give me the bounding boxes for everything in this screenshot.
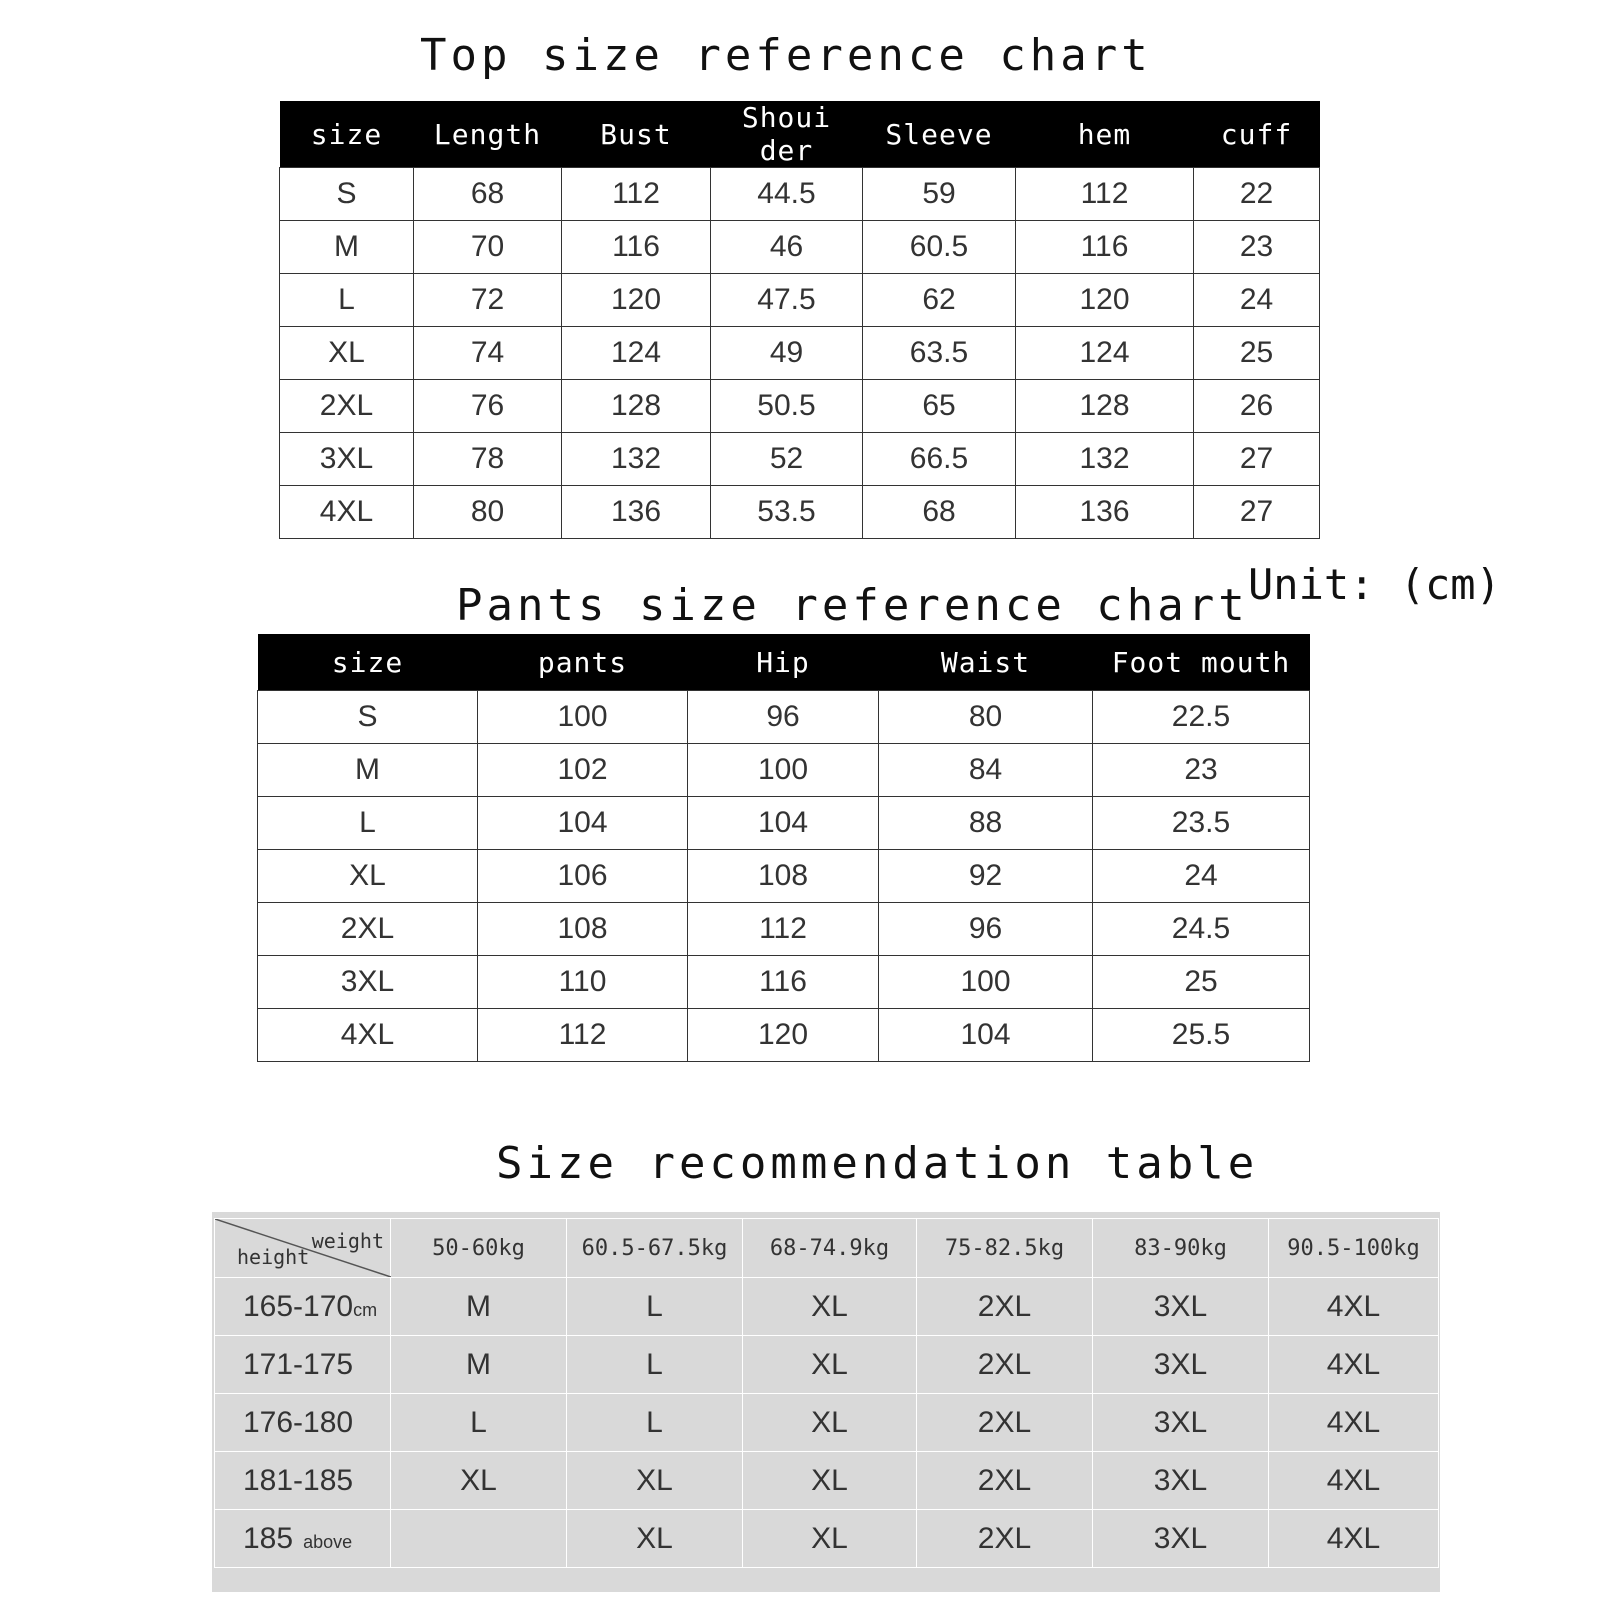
table-row [280,327,1320,380]
size-label-cell: L [258,797,478,850]
top-header-sleeve: Sleeve [863,101,1016,168]
table-row [280,433,1320,486]
unit-label: Unit: (cm) [1248,560,1501,609]
measurement-cell: 102 [478,744,688,797]
table-row [215,1278,1439,1336]
measurement-cell: 92 [879,850,1093,903]
measurement-cell: 112 [1016,168,1194,221]
weight-header: 68-74.9kg [743,1219,917,1278]
height-range-cell [215,1510,391,1568]
measurement-cell: 68 [863,486,1016,539]
size-label-cell: M [258,744,478,797]
measurement-cell: 128 [1016,380,1194,433]
measurement-cell: 24 [1194,274,1320,327]
recommended-size-cell: 2XL [917,1510,1093,1568]
measurement-cell: 112 [562,168,711,221]
table-row [258,903,1310,956]
table-row [280,486,1320,539]
table-row [258,691,1310,744]
measurement-cell: 22 [1194,168,1320,221]
measurement-cell: 72 [414,274,562,327]
pants-chart-title: Pants size reference chart [456,580,1249,631]
height-suffix-label: cm [353,1299,378,1320]
measurement-cell: 52 [711,433,863,486]
table-row [258,956,1310,1009]
measurement-cell: 100 [879,956,1093,1009]
top-size-table [279,101,1320,539]
measurement-cell: 124 [562,327,711,380]
measurement-cell: 25.5 [1093,1009,1310,1062]
size-label-cell: 2XL [280,380,414,433]
measurement-cell: 68 [414,168,562,221]
weight-header: 50-60kg [391,1219,567,1278]
weight-header: 90.5-100kg [1269,1219,1439,1278]
height-range-label: 181-185 [243,1463,354,1497]
measurement-cell: 23.5 [1093,797,1310,850]
measurement-cell: 124 [1016,327,1194,380]
measurement-cell: 78 [414,433,562,486]
measurement-cell: 65 [863,380,1016,433]
measurement-cell: 116 [1016,221,1194,274]
top-header-shoui-der: Shoui der [711,101,863,168]
measurement-cell: 25 [1194,327,1320,380]
height-suffix-label: above [303,1531,353,1552]
size-label-cell: 3XL [258,956,478,1009]
measurement-cell: 66.5 [863,433,1016,486]
pants-header-hip: Hip [688,634,879,691]
recommended-size-cell [391,1510,567,1568]
measurement-cell: 116 [688,956,879,1009]
recommended-size-cell: L [391,1394,567,1452]
recommended-size-cell: 2XL [917,1394,1093,1452]
measurement-cell: 60.5 [863,221,1016,274]
measurement-cell: 120 [688,1009,879,1062]
measurement-cell: 27 [1194,433,1320,486]
measurement-cell: 63.5 [863,327,1016,380]
measurement-cell: 25 [1093,956,1310,1009]
weight-header: 60.5-67.5kg [567,1219,743,1278]
measurement-cell: 26 [1194,380,1320,433]
measurement-cell: 128 [562,380,711,433]
measurement-cell: 132 [562,433,711,486]
pants-size-table [257,634,1310,1062]
measurement-cell: 24.5 [1093,903,1310,956]
table-row [280,168,1320,221]
measurement-cell: 100 [478,691,688,744]
recommended-size-cell: 4XL [1269,1452,1439,1510]
top-header-cuff: cuff [1194,101,1320,168]
measurement-cell: 84 [879,744,1093,797]
recommended-size-cell: XL [743,1394,917,1452]
weight-header: 75-82.5kg [917,1219,1093,1278]
recommended-size-cell: 4XL [1269,1278,1439,1336]
size-label-cell: S [258,691,478,744]
measurement-cell: 110 [478,956,688,1009]
measurement-cell: 120 [562,274,711,327]
recommended-size-cell: L [567,1278,743,1336]
weight-header: 83-90kg [1093,1219,1269,1278]
size-label-cell: 4XL [280,486,414,539]
recommended-size-cell: 4XL [1269,1394,1439,1452]
height-range-cell [215,1336,391,1394]
measurement-cell: 96 [879,903,1093,956]
pants-header-waist: Waist [879,634,1093,691]
table-row [215,1394,1439,1452]
recommended-size-cell: M [391,1278,567,1336]
recommendation-header-row [215,1219,1439,1278]
corner-height-label: height [237,1245,310,1269]
table-row [258,797,1310,850]
recommended-size-cell: 3XL [1093,1452,1269,1510]
size-label-cell: 4XL [258,1009,478,1062]
table-row [215,1510,1439,1568]
recommended-size-cell: XL [567,1452,743,1510]
height-range-label: 165-170 [243,1289,354,1323]
recommended-size-cell: XL [567,1510,743,1568]
measurement-cell: 44.5 [711,168,863,221]
measurement-cell: 50.5 [711,380,863,433]
measurement-cell: 88 [879,797,1093,850]
measurement-cell: 116 [562,221,711,274]
recommended-size-cell: 3XL [1093,1336,1269,1394]
measurement-cell: 46 [711,221,863,274]
measurement-cell: 136 [562,486,711,539]
recommended-size-cell: 3XL [1093,1394,1269,1452]
recommended-size-cell: 3XL [1093,1510,1269,1568]
recommended-size-cell: 3XL [1093,1278,1269,1336]
size-label-cell: 2XL [258,903,478,956]
measurement-cell: 112 [688,903,879,956]
measurement-cell: 80 [879,691,1093,744]
height-range-label: 176-180 [243,1405,354,1439]
measurement-cell: 108 [688,850,879,903]
measurement-cell: 59 [863,168,1016,221]
recommended-size-cell: XL [743,1452,917,1510]
recommended-size-cell: XL [391,1452,567,1510]
measurement-cell: 132 [1016,433,1194,486]
measurement-cell: 104 [688,797,879,850]
recommended-size-cell: XL [743,1336,917,1394]
measurement-cell: 100 [688,744,879,797]
measurement-cell: 74 [414,327,562,380]
size-label-cell: 3XL [280,433,414,486]
measurement-cell: 47.5 [711,274,863,327]
measurement-cell: 80 [414,486,562,539]
top-header-length: Length [414,101,562,168]
top-header-hem: hem [1016,101,1194,168]
height-range-label: 171-175 [243,1347,354,1381]
size-label-cell: XL [280,327,414,380]
measurement-cell: 62 [863,274,1016,327]
recommended-size-cell: L [567,1394,743,1452]
top-table-header-row [280,101,1320,168]
measurement-cell: 104 [478,797,688,850]
recommended-size-cell: 2XL [917,1278,1093,1336]
table-row [280,380,1320,433]
size-label-cell: XL [258,850,478,903]
recommended-size-cell: 2XL [917,1336,1093,1394]
recommended-size-cell: L [567,1336,743,1394]
recommendation-table [214,1218,1439,1568]
table-row [258,850,1310,903]
height-weight-corner-cell [215,1219,391,1278]
height-range-label: 185 [243,1521,294,1555]
recommended-size-cell: 4XL [1269,1336,1439,1394]
table-row [215,1452,1439,1510]
measurement-cell: 136 [1016,486,1194,539]
measurement-cell: 96 [688,691,879,744]
top-header-bust: Bust [562,101,711,168]
measurement-cell: 23 [1194,221,1320,274]
table-row [258,1009,1310,1062]
recommendation-panel [212,1212,1440,1592]
size-label-cell: L [280,274,414,327]
measurement-cell: 23 [1093,744,1310,797]
measurement-cell: 108 [478,903,688,956]
measurement-cell: 112 [478,1009,688,1062]
recommended-size-cell: XL [743,1510,917,1568]
table-row [280,274,1320,327]
measurement-cell: 70 [414,221,562,274]
measurement-cell: 53.5 [711,486,863,539]
height-range-cell [215,1278,391,1336]
height-range-cell [215,1452,391,1510]
measurement-cell: 120 [1016,274,1194,327]
top-chart-title: Top size reference chart [420,30,1152,81]
corner-weight-label: weight [311,1229,384,1253]
size-label-cell: S [280,168,414,221]
pants-table-header-row [258,634,1310,691]
measurement-cell: 104 [879,1009,1093,1062]
measurement-cell: 24 [1093,850,1310,903]
pants-header-foot-mouth: Foot mouth [1093,634,1310,691]
height-range-cell [215,1394,391,1452]
top-header-size: size [280,101,414,168]
measurement-cell: 76 [414,380,562,433]
pants-header-pants: pants [478,634,688,691]
size-label-cell: M [280,221,414,274]
table-row [258,744,1310,797]
table-row [215,1336,1439,1394]
measurement-cell: 106 [478,850,688,903]
measurement-cell: 49 [711,327,863,380]
pants-header-size: size [258,634,478,691]
recommended-size-cell: M [391,1336,567,1394]
table-row [280,221,1320,274]
recommendation-title: Size recommendation table [496,1138,1259,1189]
measurement-cell: 27 [1194,486,1320,539]
measurement-cell: 22.5 [1093,691,1310,744]
recommended-size-cell: XL [743,1278,917,1336]
recommended-size-cell: 2XL [917,1452,1093,1510]
recommended-size-cell: 4XL [1269,1510,1439,1568]
